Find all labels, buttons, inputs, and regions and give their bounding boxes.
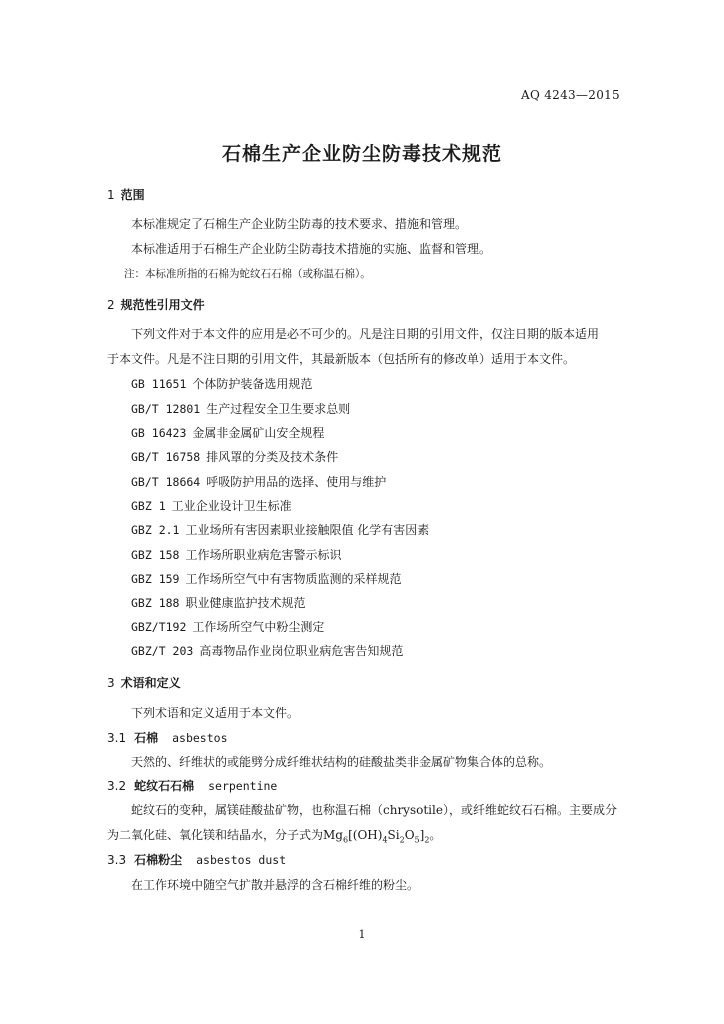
reference-code: GBZ 188 [131,596,180,610]
reference-code: GB/T 12801 [131,402,201,416]
reference-code: GBZ 158 [131,548,180,562]
reference-item [131,570,401,587]
term-chinese: 石棉粉尘 [134,853,183,867]
paragraph-continuation: 于本文件。凡是不注日期的引用文件，其最新版本（包括所有的修改单）适用于本文件。 [107,352,576,366]
reference-code: GBZ 159 [131,572,180,586]
term-definition: 在工作环境中随空气扩散并悬浮的含石棉纤维的粉尘。 [131,878,420,892]
term-english: asbestos dust [196,853,287,867]
document-title: 石棉生产企业防尘防毒技术规范 [221,143,502,165]
reference-code: GB/T 16758 [131,450,201,464]
section-2-heading [107,296,205,313]
section-title: 术语和定义 [120,676,181,690]
reference-item [131,618,324,635]
definition-text: 为二氧化硅、氧化镁和结晶水，分子式为 [107,828,324,842]
term-number: 3.3 [107,853,127,867]
term-chinese: 蛇纹石石棉 [134,779,195,793]
section-3-heading [107,674,181,691]
reference-item [131,594,305,611]
section-number: 3 [107,676,115,690]
term-number: 3.1 [107,731,127,745]
reference-item [131,497,292,514]
term-definition-continuation [107,826,441,844]
reference-item [131,400,350,417]
reference-title: 工业场所有害因素职业接触限值 化学有害因素 [185,523,430,537]
paragraph: 本标准适用于石棉生产企业防尘防毒技术措施的实施、监督和管理。 [131,242,492,256]
reference-item [131,448,338,465]
term-3-1-heading [107,729,228,746]
section-number: 1 [107,188,115,202]
reference-code: GBZ/T 203 [131,644,194,658]
term-definition: 天然的、纤维状的或能劈分成纤维状结构的硅酸盐类非金属矿物集合体的总称。 [131,755,552,769]
term-chinese: 石棉 [134,731,159,745]
standard-code: AQ 4243—2015 [521,88,620,102]
reference-item [131,521,429,538]
term-english: serpentine [208,779,278,793]
reference-code: GBZ/T192 [131,620,187,634]
reference-title: 金属非金属矿山安全规程 [192,426,325,440]
reference-code: GBZ 2.1 [131,523,180,537]
term-number: 3.2 [107,779,127,793]
reference-title: 工作场所空气中有害物质监测的采样规范 [185,572,402,586]
reference-title: 工作场所职业病危害警示标识 [185,548,342,562]
term-3-2-heading [107,777,277,794]
reference-code: GB 11651 [131,377,187,391]
reference-title: 工业企业设计卫生标准 [171,499,292,513]
reference-item [131,375,312,392]
reference-code: GB 16423 [131,426,187,440]
reference-code: GB/T 18664 [131,475,201,489]
section-number: 2 [107,298,115,312]
reference-title: 工作场所空气中粉尘测定 [192,620,325,634]
paragraph: 下列术语和定义适用于本文件。 [131,706,300,720]
reference-title: 职业健康监护技术规范 [185,596,306,610]
chemical-formula: $Mg_6[(OH)_4Si_2O_5]_2$。 [323,828,442,845]
reference-title: 呼吸防护用品的选择、使用与维护 [206,475,387,489]
reference-item [131,546,341,563]
section-title: 规范性引用文件 [120,298,205,312]
reference-title: 排风罩的分类及技术条件 [206,450,339,464]
section-1-heading [107,186,145,203]
reference-title: 生产过程安全卫生要求总则 [206,402,351,416]
page-number: 1 [358,928,366,941]
paragraph: 下列文件对于本文件的应用是必不可少的。凡是注日期的引用文件，仅注日期的版本适用 [131,327,600,341]
term-english: asbestos [172,731,228,745]
note: 注：本标准所指的石棉为蛇纹石石棉（或称温石棉）。 [124,268,371,280]
reference-title: 高毒物品作业岗位职业病危害告知规范 [199,644,404,658]
reference-item [131,473,386,490]
reference-code: GBZ 1 [131,499,166,513]
reference-title: 个体防护装备选用规范 [192,377,313,391]
reference-item [131,642,403,659]
section-title: 范围 [120,188,145,202]
term-3-3-heading [107,851,286,868]
paragraph: 本标准规定了石棉生产企业防尘防毒的技术要求、措施和管理。 [131,217,468,231]
reference-item [131,424,324,441]
term-definition: 蛇纹石的变种，属镁硅酸盐矿物，也称温石棉（chrysotile），或纤维蛇纹石石棉。主要成分 [131,803,617,817]
